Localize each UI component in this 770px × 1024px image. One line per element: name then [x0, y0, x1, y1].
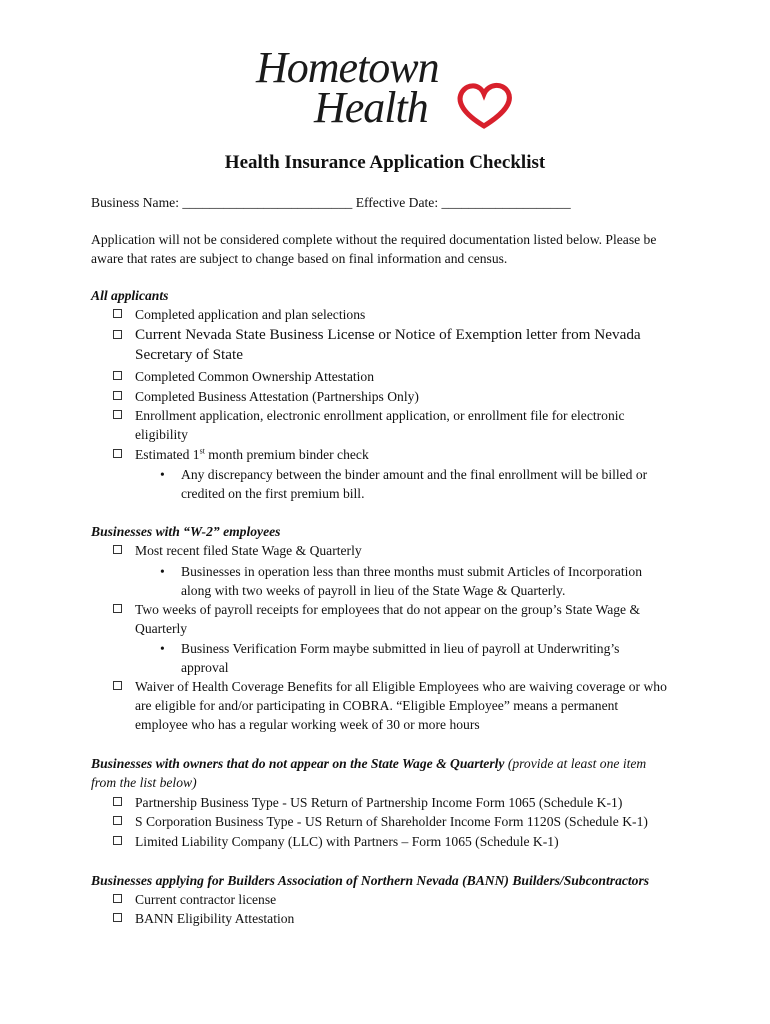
checkbox-icon	[113, 604, 122, 613]
checklist-item-label: S Corporation Business Type - US Return of Shareholder Income Form 1120S (Schedule K-1)	[135, 814, 648, 829]
checklist-item-label: Most recent filed State Wage & Quarterly	[135, 543, 362, 558]
checklist-item-label: Enrollment application, electronic enrollment application, or enrollment file for electronic eligibility	[135, 408, 625, 442]
checklist-item	[113, 793, 673, 812]
bullet-item	[160, 639, 660, 677]
business-name-effective-date-line: Business Name: _________________________ Effective Date: ___________________	[91, 195, 571, 210]
checklist-item-label: Completed application and plan selections	[135, 307, 366, 322]
section-heading-bann: Businesses applying for Builders Association of Northern Nevada (BANN) Builders/Subcontractors	[91, 873, 650, 888]
checklist-item-label: Limited Liability Company (LLC) with Partners – Form 1065 (Schedule K-1)	[135, 834, 559, 849]
bullet-item-label: Businesses in operation less than three months must submit Articles of Incorporation along with two weeks of payroll in lieu of the State Wage & Quarterly.	[181, 564, 642, 598]
checkbox-icon	[113, 545, 122, 554]
checklist-item-label: Partnership Business Type - US Return of Partnership Income Form 1065 (Schedule K-1)	[135, 795, 623, 810]
checklist-item	[113, 541, 673, 560]
checklist-item	[113, 387, 673, 406]
checklist-item	[113, 305, 673, 324]
checklist-item-label: Current contractor license	[135, 892, 277, 907]
checklist-item-label: Completed Business Attestation (Partnerships Only)	[135, 389, 419, 404]
checklist-item	[113, 367, 673, 386]
checkbox-icon	[113, 449, 122, 458]
bullet-item-label: Business Verification Form maybe submitted in lieu of payroll at Underwriting’s approval	[181, 641, 620, 675]
section-heading-owners-note: from the list below)	[91, 775, 197, 790]
bullet-icon: •	[160, 641, 165, 656]
checklist-item	[113, 445, 673, 464]
bullet-item	[160, 465, 660, 503]
checklist-item-label: Estimated 1st month premium binder check	[135, 446, 369, 462]
section-heading-w2-employees: Businesses with “W-2” employees	[91, 524, 281, 539]
checklist-item	[113, 890, 673, 909]
checkbox-icon	[113, 410, 122, 419]
checklist-item	[113, 812, 673, 831]
intro-paragraph: Application will not be considered complete without the required documentation listed below. Please be aware that rates are subject to change based on final information and census.	[91, 232, 657, 266]
bullet-icon: •	[160, 564, 165, 579]
checklist-item	[113, 832, 673, 851]
bullet-icon: •	[160, 467, 165, 482]
checkbox-icon	[113, 330, 122, 339]
bullet-item-label: Any discrepancy between the binder amount and the final enrollment will be billed or credited on the first premium bill.	[181, 467, 648, 501]
checklist-item	[113, 325, 673, 365]
checklist-item-label: Waiver of Health Coverage Benefits for all Eligible Employees who are waiving coverage or who are eligible for and/or participating in COBRA. “Eligible Employee” means a permanent employee who has a regular working week of 30 or more hours	[135, 679, 667, 732]
checkbox-icon	[113, 309, 122, 318]
logo-word-hometown: Hometown	[256, 43, 439, 92]
checkbox-icon	[113, 797, 122, 806]
checklist-item	[113, 406, 673, 444]
checklist-item	[113, 677, 673, 734]
checkbox-icon	[113, 913, 122, 922]
checkbox-icon	[113, 836, 122, 845]
checkbox-icon	[113, 894, 122, 903]
hometown-health-logo	[256, 43, 518, 136]
checkbox-icon	[113, 816, 122, 825]
checklist-item	[113, 909, 673, 928]
checkbox-icon	[113, 681, 122, 690]
checklist-item-label: BANN Eligibility Attestation	[135, 911, 295, 926]
checklist-item-label: Current Nevada State Business License or Notice of Exemption letter from Nevada Secretary of State	[135, 326, 641, 363]
checkbox-icon	[113, 391, 122, 400]
page-title: Health Insurance Application Checklist	[224, 152, 546, 173]
bullet-item	[160, 562, 660, 600]
checklist-item-label: Two weeks of payroll receipts for employees that do not appear on the group’s State Wage & Quarterly	[135, 602, 641, 636]
heart-icon	[454, 80, 516, 132]
section-heading-owners: Businesses with owners that do not appear on the State Wage & Quarterly (provide at least one item	[91, 756, 647, 771]
section-heading-all-applicants: All applicants	[91, 288, 169, 303]
checklist-item	[113, 600, 673, 638]
checkbox-icon	[113, 371, 122, 380]
checklist-item-label: Completed Common Ownership Attestation	[135, 369, 375, 384]
logo-word-health: Health	[314, 83, 428, 132]
